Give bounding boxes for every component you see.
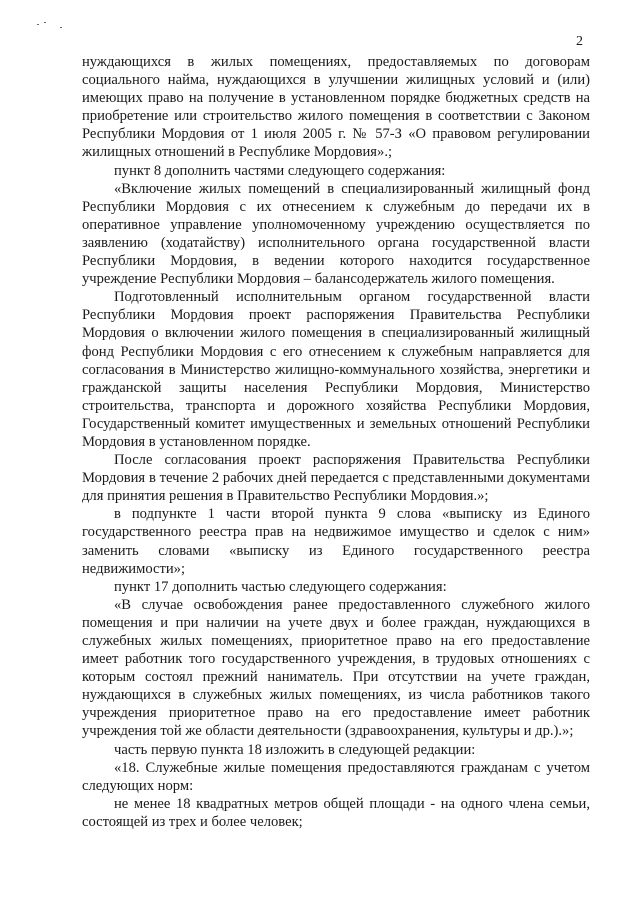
scan-mark bbox=[60, 27, 62, 28]
scan-mark bbox=[44, 22, 46, 23]
paragraph: пункт 8 дополнить частями следующего содержания: bbox=[114, 162, 446, 179]
paragraph: не менее 18 квадратных метров общей площади - на одного члена семьи, состоящей из трех и более человек; bbox=[82, 795, 590, 830]
paragraph: «Включение жилых помещений в специализированный жилищный фонд Республики Мордовия с их отнесением к служебным до передачи их в оперативное управление уполномоченному учреждению осуществляется по заявлению (ходатайству) исполнительного органа государственной власти Республики Мордовия, в ведении которого находится государственное учреждение Республики Мордовия – балансодержатель жилого помещения. bbox=[82, 180, 590, 288]
paragraph: «18. Служебные жилые помещения предоставляются гражданам с учетом следующих норм: bbox=[82, 759, 590, 794]
paragraph: пункт 17 дополнить частью следующего содержания: bbox=[114, 578, 447, 595]
paragraph: часть первую пункта 18 изложить в следующей редакции: bbox=[114, 741, 476, 758]
paragraph: в подпункте 1 части второй пункта 9 слова «выписку из Единого государственного реестра прав на недвижимое имущество и сделок с ним» заменить словами «выписку из Единого государственного реестра недвижимости»; bbox=[82, 506, 590, 577]
paragraph: Подготовленный исполнительным органом государственной власти Республики Мордовия проект распоряжения Правительства Республики Мордовия о включении жилого помещения в специализированный жилищный фонд Республики Мордовия с его отнесением к служебным направляется для согласования в Министерство жилищно-коммунального хозяйства, энергетики и гражданской защиты населения Республики Мордовия, Министерство строительства, транспорта и дорожного хозяйства Республики Мордовия, Государственный комитет имущественных и земельных отношений Республики Мордовия в установленном порядке. bbox=[82, 289, 590, 450]
page-number: 2 bbox=[576, 34, 583, 49]
scan-mark bbox=[37, 24, 39, 25]
paragraph: «В случае освобождения ранее предоставленного служебного жилого помещения и при наличии на учете двух и более граждан, нуждающихся в служебных жилых помещениях, приоритетное право на его предоставление имеет работник того государственного учреждения, в трудовых отношениях с которым состоял прежний наниматель. При отсутствии на учете граждан, нуждающихся в служебных жилых помещениях, из числа работников такого учреждения приоритетное право на его предоставление имеет работник учреждения той же области деятельности (здравоохранения, культуры и др.).»; bbox=[82, 596, 590, 740]
document-body bbox=[82, 53, 590, 831]
paragraph-continuation: нуждающихся в жилых помещениях, предоставляемых по договорам социального найма, нуждающихся в улучшении жилищных условий и (или) имеющих право на получение в установленном порядке бюджетных средств на приобретение или строительство жилого помещения в соответствии с Законом Республики Мордовия от 1 июля 2005 г. № 57-З «О правовом регулировании жилищных отношений в Республике Мордовия».; bbox=[82, 54, 590, 161]
paragraph: После согласования проект распоряжения Правительства Республики Мордовия в течение 2 рабочих дней передается с представленными документами для принятия решения в Правительство Республики Мордовия.»; bbox=[82, 452, 590, 505]
